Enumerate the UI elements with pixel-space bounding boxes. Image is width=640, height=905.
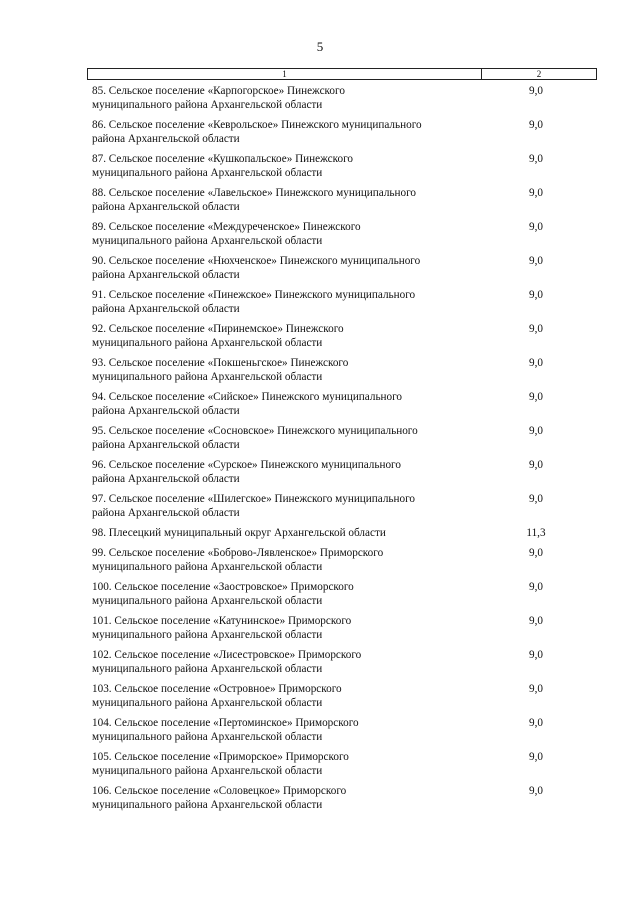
settlement-name: 98. Плесецкий муниципальный округ Архангельской области	[92, 527, 386, 539]
settlement-name: 94. Сельское поселение «Сийское» Пинежского муниципального района Архангельской области	[92, 391, 403, 417]
table-row	[87, 784, 597, 818]
rate-value: 9,0	[529, 717, 543, 729]
table-row	[87, 716, 597, 750]
rate-value: 9,0	[529, 153, 543, 165]
rate-value: 9,0	[529, 459, 543, 471]
table-row	[87, 492, 597, 526]
settlement-name: 105. Сельское поселение «Приморское» Приморского муниципального района Архангельской области	[92, 751, 349, 777]
table-row	[87, 648, 597, 682]
table-row	[87, 322, 597, 356]
table-row	[87, 254, 597, 288]
rate-value: 9,0	[529, 581, 543, 593]
column-header-2: 2	[536, 69, 542, 79]
rate-value: 9,0	[529, 785, 543, 797]
rate-value: 9,0	[529, 289, 543, 301]
rate-value: 9,0	[529, 751, 543, 763]
rate-value: 9,0	[529, 493, 543, 505]
settlement-name: 96. Сельское поселение «Сурское» Пинежского муниципального района Архангельской области	[92, 459, 401, 485]
rate-value: 9,0	[529, 221, 543, 233]
rate-value: 9,0	[529, 615, 543, 627]
rate-value: 11,3	[526, 527, 546, 539]
table-row	[87, 390, 597, 424]
rate-value: 9,0	[529, 187, 543, 199]
rate-value: 9,0	[529, 425, 543, 437]
settlement-name: 95. Сельское поселение «Сосновское» Пинежского муниципального района Архангельской области	[92, 425, 418, 451]
settlement-name: 102. Сельское поселение «Лисестровское» Приморского муниципального района Архангельской области	[92, 649, 362, 675]
page-number: 5	[316, 39, 324, 54]
table-body	[87, 84, 597, 818]
settlement-name: 97. Сельское поселение «Шилегское» Пинежского муниципального района Архангельской области	[92, 493, 416, 519]
settlement-name: 91. Сельское поселение «Пинежское» Пинежского муниципального района Архангельской области	[92, 289, 416, 315]
column-header-1: 1	[88, 69, 482, 79]
rate-value: 9,0	[529, 683, 543, 695]
rate-value: 9,0	[529, 357, 543, 369]
table-row	[87, 546, 597, 580]
table-row	[87, 580, 597, 614]
table-row	[87, 356, 597, 390]
rate-value: 9,0	[529, 547, 543, 559]
rate-value: 9,0	[529, 391, 543, 403]
table-row	[87, 750, 597, 784]
settlement-name: 103. Сельское поселение «Островное» Приморского муниципального района Архангельской области	[92, 683, 342, 709]
rate-value: 9,0	[529, 85, 543, 97]
settlement-name: 106. Сельское поселение «Соловецкое» Приморского муниципального района Архангельской области	[92, 785, 347, 811]
settlement-name: 93. Сельское поселение «Покшеньгское» Пинежского муниципального района Архангельской области	[92, 357, 349, 383]
table-row	[87, 458, 597, 492]
settlement-name: 101. Сельское поселение «Катунинское» Приморского муниципального района Архангельской области	[92, 615, 352, 641]
table-row	[87, 152, 597, 186]
table-row	[87, 682, 597, 716]
rate-value: 9,0	[529, 119, 543, 131]
rate-value: 9,0	[529, 323, 543, 335]
table-row	[87, 118, 597, 152]
table-row	[87, 614, 597, 648]
table-row	[87, 526, 597, 546]
table-row	[87, 424, 597, 458]
table-row	[87, 84, 597, 118]
settlement-name: 104. Сельское поселение «Пертоминское» Приморского муниципального района Архангельской области	[92, 717, 359, 743]
rates-table	[87, 68, 597, 818]
rate-value: 9,0	[529, 255, 543, 267]
settlement-name: 88. Сельское поселение «Лавельское» Пинежского муниципального района Архангельской области	[92, 187, 417, 213]
settlement-name: 87. Сельское поселение «Кушкопальское» Пинежского муниципального района Архангельской области	[92, 153, 353, 179]
table-row	[87, 288, 597, 322]
settlement-name: 89. Сельское поселение «Междуреченское» Пинежского муниципального района Архангельской области	[92, 221, 361, 247]
settlement-name: 90. Сельское поселение «Нюхченское» Пинежского муниципального района Архангельской области	[92, 255, 421, 281]
table-header	[87, 68, 597, 80]
settlement-name: 92. Сельское поселение «Пиринемское» Пинежского муниципального района Архангельской области	[92, 323, 344, 349]
settlement-name: 99. Сельское поселение «Боброво-Лявленское» Приморского муниципального района Архангельской области	[92, 547, 384, 573]
settlement-name: 86. Сельское поселение «Кеврольское» Пинежского муниципального района Архангельской области	[92, 119, 422, 145]
table-row	[87, 186, 597, 220]
settlement-name: 85. Сельское поселение «Карпогорское» Пинежского муниципального района Архангельской области	[92, 85, 345, 111]
table-row	[87, 220, 597, 254]
rate-value: 9,0	[529, 649, 543, 661]
settlement-name: 100. Сельское поселение «Заостровское» Приморского муниципального района Архангельской области	[92, 581, 354, 607]
